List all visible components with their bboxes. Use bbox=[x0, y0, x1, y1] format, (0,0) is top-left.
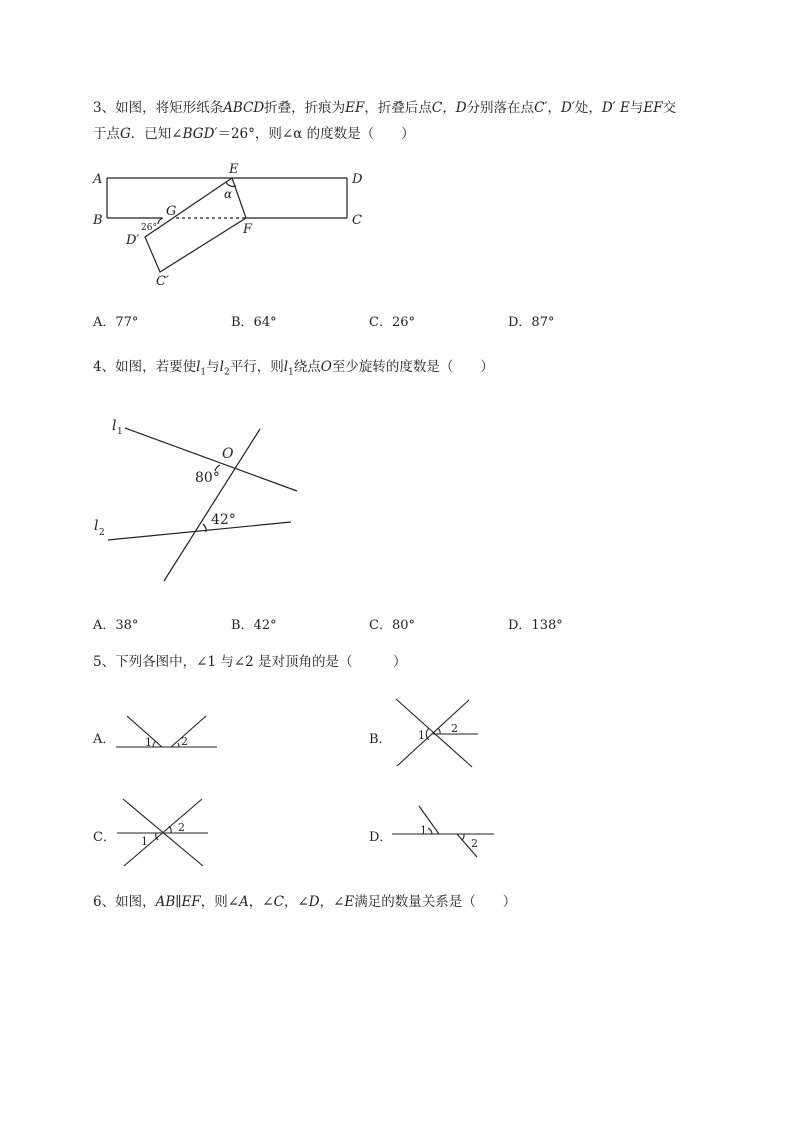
q5a-label-1: 1 bbox=[145, 736, 152, 749]
label-80deg: 80° bbox=[195, 470, 220, 486]
label-C: C bbox=[352, 213, 362, 228]
q5-option-a[interactable]: A． bbox=[93, 732, 116, 747]
q5-figure-b bbox=[396, 699, 478, 767]
q5c-label-2: 2 bbox=[178, 821, 185, 834]
q5-option-b[interactable]: B． bbox=[369, 732, 392, 747]
label-42deg: 42° bbox=[211, 512, 236, 528]
label-G: G bbox=[166, 204, 177, 219]
label-E: E bbox=[229, 162, 239, 177]
q5-figure-a bbox=[116, 716, 217, 747]
label-l1: l bbox=[112, 418, 117, 434]
label-O: O bbox=[222, 446, 234, 462]
q5-figure-c bbox=[117, 799, 208, 866]
q4-option-c[interactable]: C．80° bbox=[369, 618, 415, 633]
q5-option-c[interactable]: C． bbox=[93, 830, 116, 845]
q4-option-a[interactable]: A．38° bbox=[93, 618, 139, 633]
q3-text-line1: 3、如图，将矩形纸条ABCD折叠，折痕为EF，折叠后点C，D分别落在点C′，D′处，D′ E与EF交 bbox=[93, 100, 677, 116]
label-l2-sub: 2 bbox=[99, 528, 105, 538]
label-A: A bbox=[93, 172, 103, 187]
q3-text-line2: 于点G．已知∠BGD′＝26°，则∠α 的度数是（ ） bbox=[93, 126, 415, 142]
label-l2: l bbox=[94, 518, 99, 534]
q3-option-a[interactable]: A．77° bbox=[93, 315, 139, 330]
q3-option-c[interactable]: C．26° bbox=[369, 315, 415, 330]
q4-option-d[interactable]: D．138° bbox=[508, 618, 563, 633]
q5-figure-d bbox=[392, 806, 494, 857]
label-l1-sub: 1 bbox=[117, 427, 123, 437]
label-Dprime: D′ bbox=[126, 233, 140, 248]
q5a-label-2: 2 bbox=[181, 735, 188, 748]
label-26deg: 26° bbox=[141, 223, 157, 233]
q5-option-d[interactable]: D． bbox=[369, 830, 393, 845]
q3-option-b[interactable]: B．64° bbox=[231, 315, 277, 330]
q3-option-d[interactable]: D．87° bbox=[508, 315, 555, 330]
label-alpha: α bbox=[224, 187, 233, 201]
q5b-label-1: 1 bbox=[418, 729, 425, 742]
label-F: F bbox=[243, 222, 253, 237]
q5d-label-2: 2 bbox=[471, 837, 478, 850]
label-B: B bbox=[93, 213, 103, 228]
q5d-label-1: 1 bbox=[420, 824, 427, 837]
q5b-label-2: 2 bbox=[451, 722, 458, 735]
q4-text: 4、如图，若要使$l_1$与$l_2$平行，则$l_1$绕点O至少旋转的度数是（ ） bbox=[93, 359, 494, 378]
label-Cprime: C′ bbox=[156, 274, 169, 289]
q5-text: 5、下列各图中，∠1 与∠2 是对顶角的是（ ） bbox=[93, 654, 407, 670]
q4-option-b[interactable]: B．42° bbox=[231, 618, 277, 633]
q5c-label-1: 1 bbox=[141, 835, 148, 848]
label-D: D bbox=[352, 172, 363, 187]
q6-text: 6、如图，AB∥EF，则∠A，∠C，∠D，∠E满足的数量关系是（ ） bbox=[93, 894, 517, 910]
